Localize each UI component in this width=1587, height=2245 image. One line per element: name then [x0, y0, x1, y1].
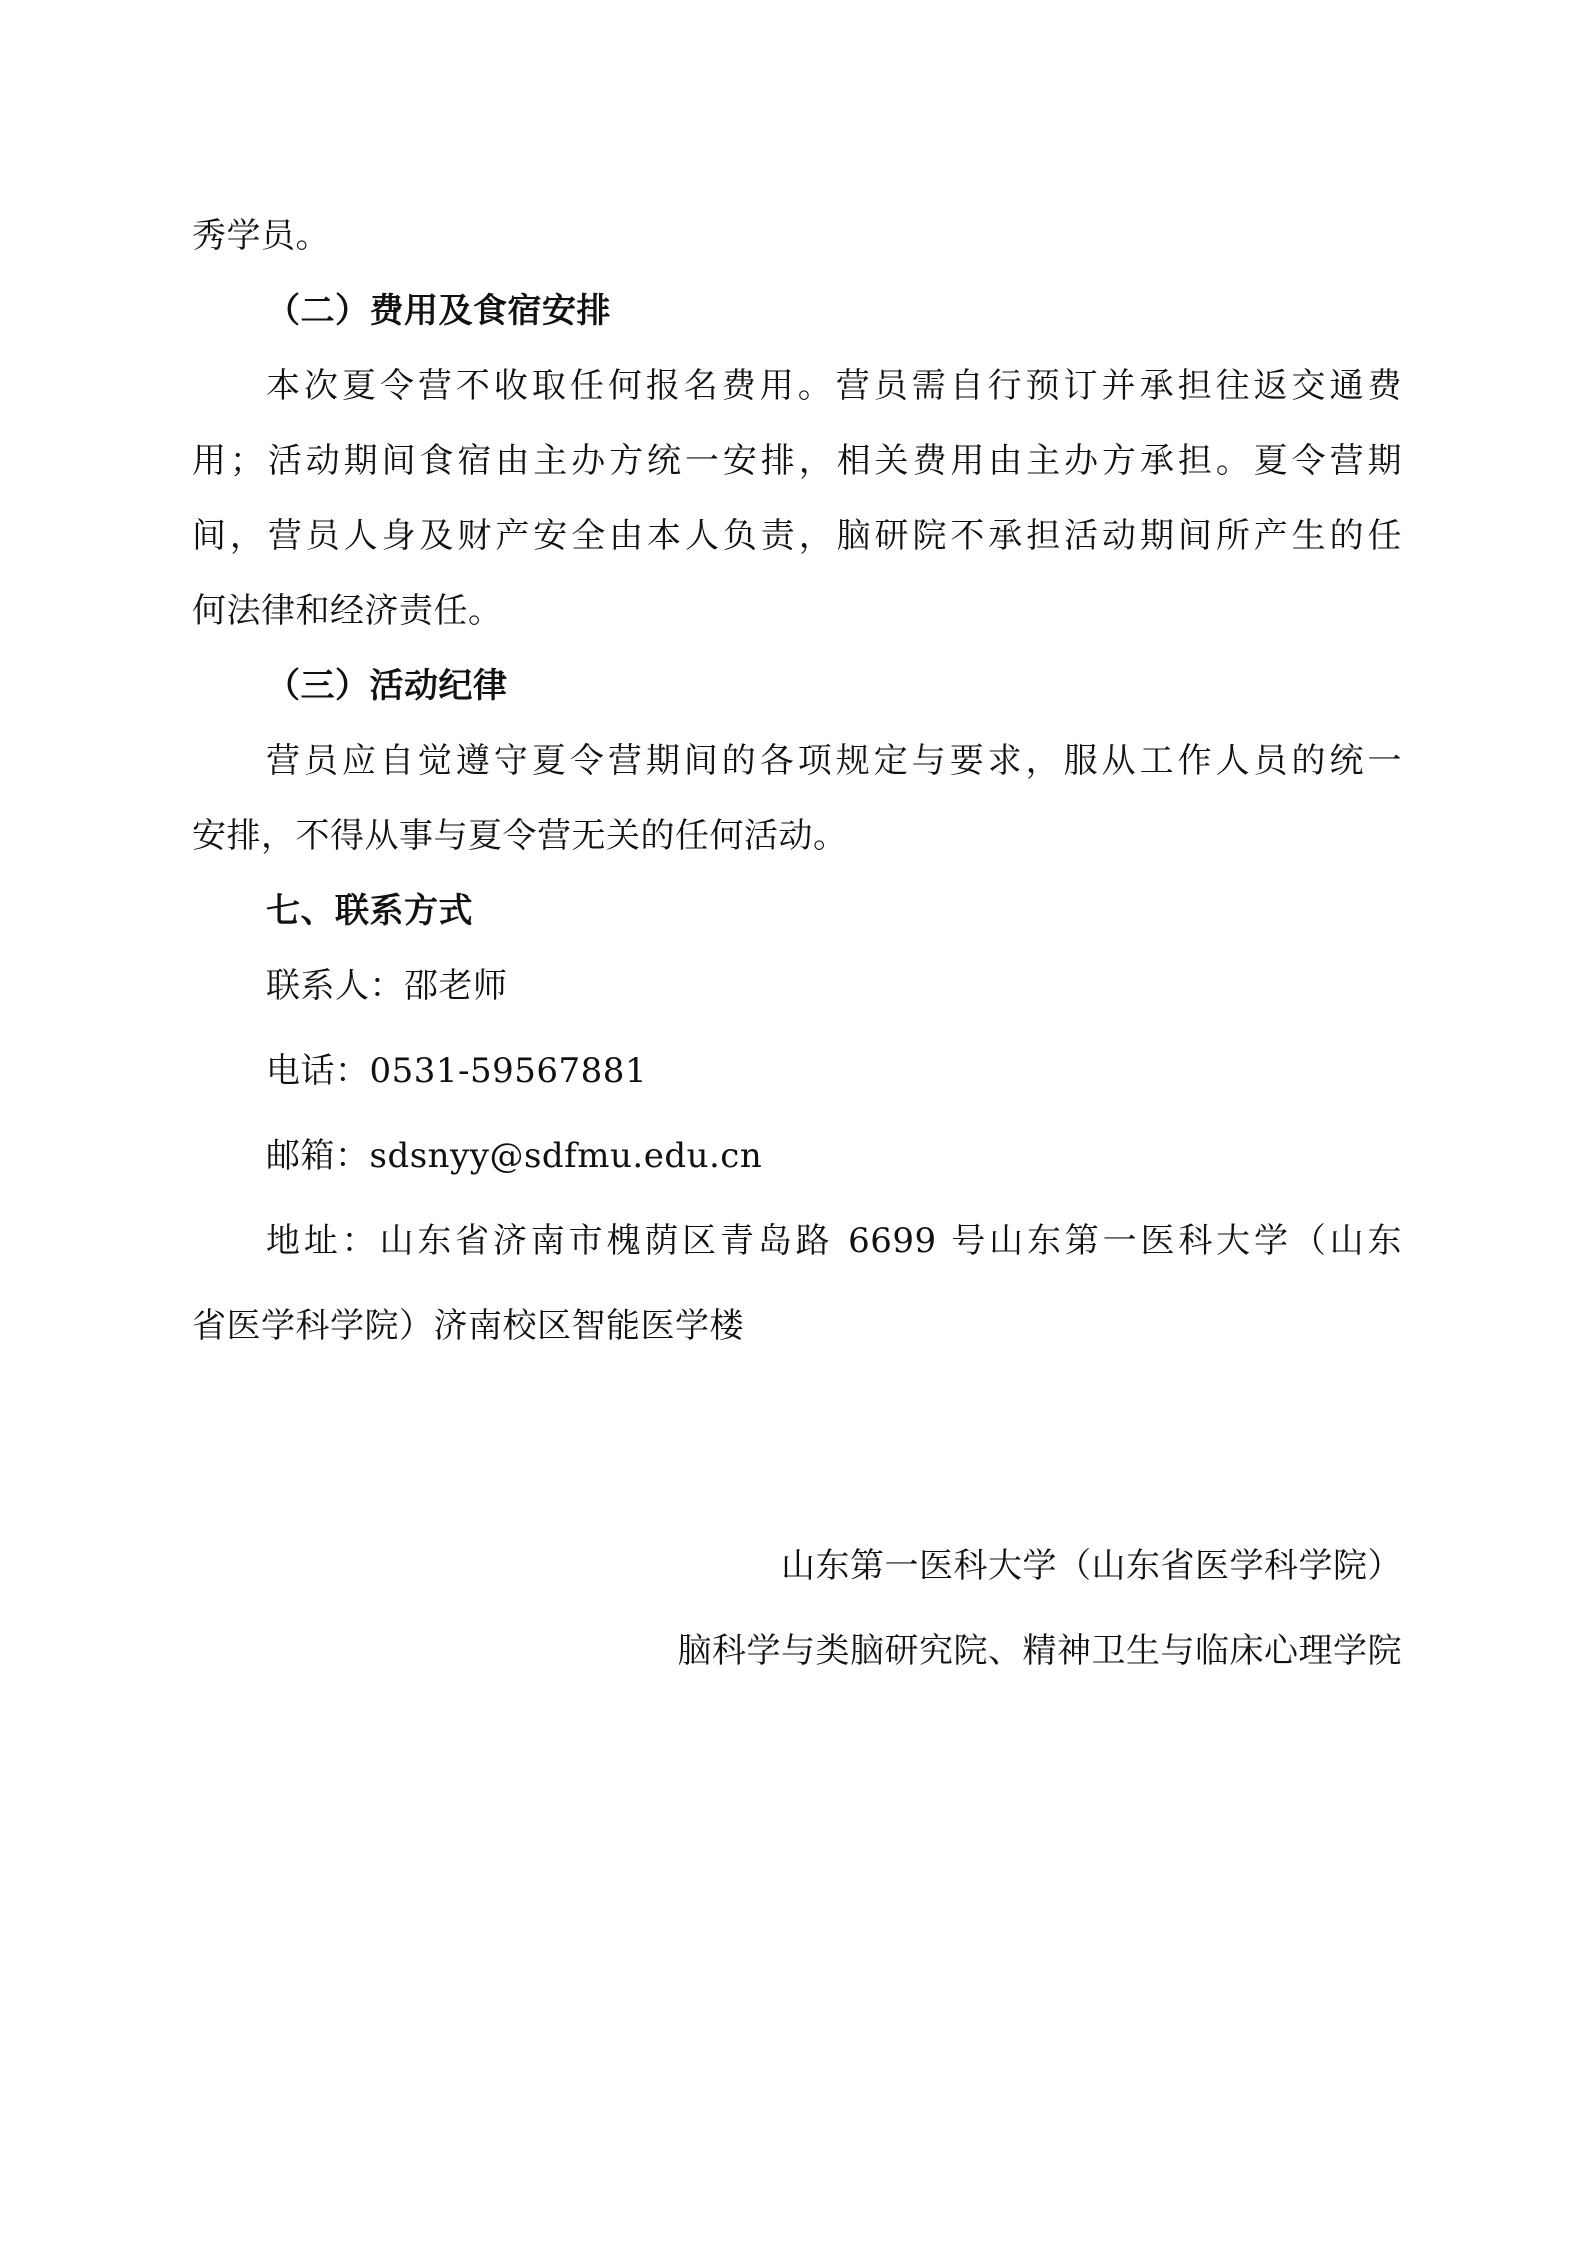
signature-institute: 脑科学与类脑研究院、精神卫生与临床心理学院	[677, 1631, 1402, 1671]
paragraph-line: 用；活动期间食宿由主办方统一安排，相关费用由主办方承担。夏令营期	[192, 441, 1402, 481]
contact-person: 联系人：邵老师	[266, 966, 508, 1006]
paragraph-line: 营员应自觉遵守夏令营期间的各项规定与要求，服从工作人员的统一	[266, 741, 1402, 781]
contact-phone: 电话：0531-59567881	[266, 1051, 648, 1091]
paragraph-line: 本次夏令营不收取任何报名费用。营员需自行预订并承担往返交通费	[266, 366, 1402, 406]
signature-university: 山东第一医科大学（山东省医学科学院）	[781, 1546, 1402, 1586]
paragraph-line: 何法律和经济责任。	[192, 591, 503, 631]
contact-email: 邮箱：sdsnyy@sdfmu.edu.cn	[266, 1136, 763, 1176]
paragraph-line: 安排，不得从事与夏令营无关的任何活动。	[192, 816, 848, 856]
section-heading-discipline: （三）活动纪律	[266, 666, 508, 706]
continuation-text: 秀学员。	[192, 216, 330, 256]
contact-address-line2: 省医学科学院）济南校区智能医学楼	[192, 1306, 744, 1346]
section-heading-contact: 七、联系方式	[266, 891, 473, 931]
contact-address-line1: 地址：山东省济南市槐荫区青岛路 6699 号山东第一医科大学（山东	[266, 1221, 1402, 1261]
section-heading-fees: （二）费用及食宿安排	[266, 291, 611, 331]
paragraph-line: 间，营员人身及财产安全由本人负责，脑研院不承担活动期间所产生的任	[192, 516, 1402, 556]
